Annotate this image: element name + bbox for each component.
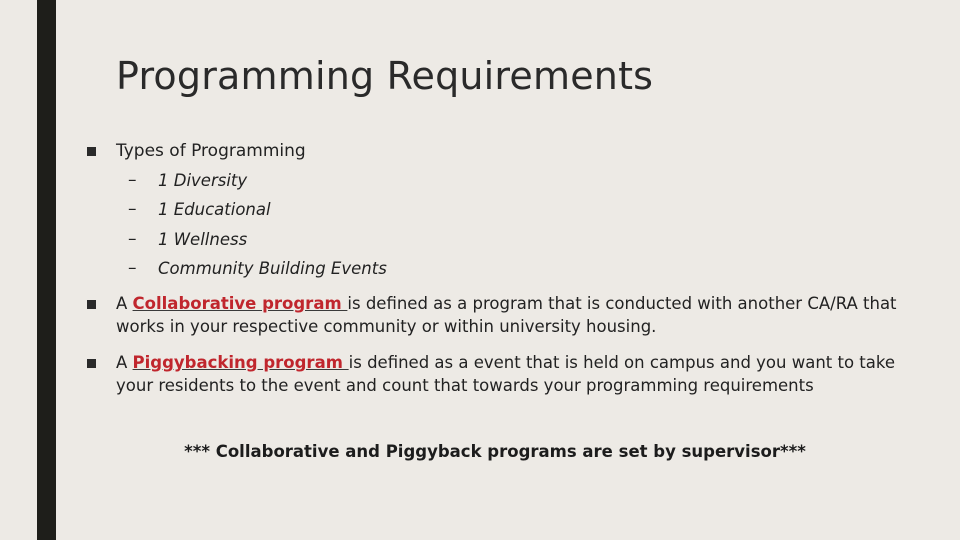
collaborative-prefix: A [116,294,133,313]
dash-icon: – [128,170,137,190]
piggyback-prefix: A [116,353,133,372]
dash-icon: – [128,229,137,249]
bullet-square-icon [87,359,96,371]
dash-icon: – [128,199,137,219]
piggyback-definition [116,351,906,397]
list-item: 1 Diversity [158,171,248,190]
bullet-square-icon [87,147,96,159]
types-heading: Types of Programming [116,141,306,161]
slide-title: Programming Requirements [116,54,654,98]
supervisor-note: *** Collaborative and Piggyback programs are set by supervisor*** [184,442,806,461]
piggyback-text: is defined as a event that is held on campus and you want to take your residents to the event and count that towards your programming requirements [116,353,896,395]
bullet-square-icon [87,300,96,312]
collaborative-text: is defined as a program that is conducted with another CA/RA that works in your respective community or within university housing. [116,294,897,336]
list-item: 1 Educational [158,200,271,219]
piggyback-term: Piggybacking program [132,353,349,372]
collaborative-definition [116,292,906,338]
dash-icon: – [128,258,137,278]
list-item: Community Building Events [158,259,387,278]
collaborative-term: Collaborative program [132,294,348,313]
list-item: 1 Wellness [158,230,248,249]
